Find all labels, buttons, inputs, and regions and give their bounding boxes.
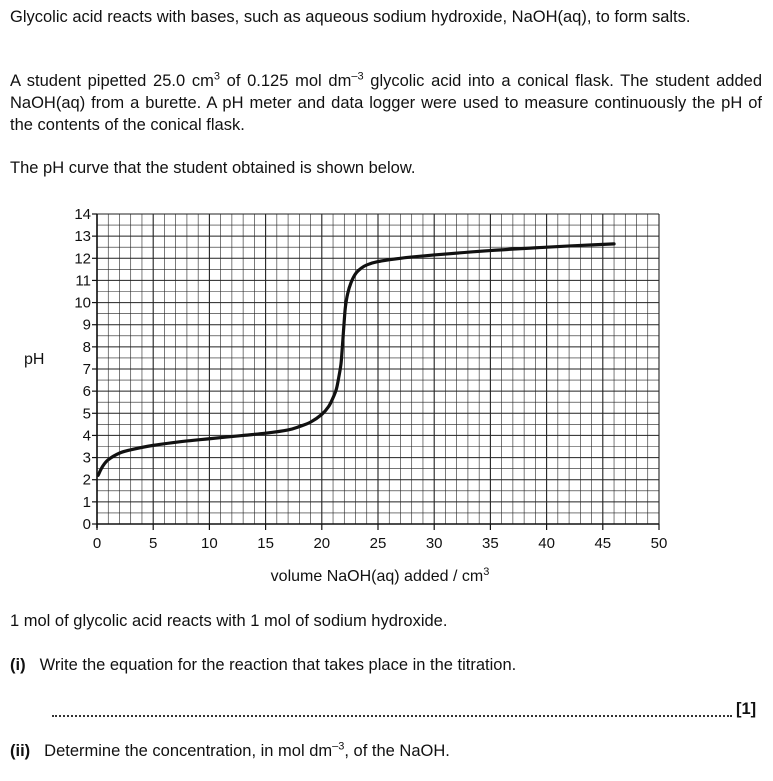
y-tick-label: 12: [74, 250, 91, 268]
mole-ratio-statement: 1 mol of glycolic acid reacts with 1 mol of sodium hydroxide.: [10, 612, 448, 630]
y-tick-label: 5: [82, 405, 91, 423]
x-tick-label: 45: [594, 535, 612, 552]
y-tick-labels: [74, 206, 97, 533]
x-tick-label: 50: [650, 535, 668, 552]
question-ii-text-a: Determine the concentration, in mol dm: [44, 742, 333, 760]
y-tick-label: 4: [82, 427, 91, 445]
question-i-text: Write the equation for the reaction that takes place in the titration.: [39, 656, 517, 674]
y-axis-label: pH: [24, 351, 45, 368]
x-axis-label-sup: 3: [483, 566, 490, 578]
p2-text-a: A student pipetted 25.0 cm: [10, 72, 214, 90]
x-tick-label: 30: [425, 535, 443, 552]
y-tick-label: 11: [75, 272, 91, 290]
x-axis-label-text: volume NaOH(aq) added / cm: [270, 568, 484, 585]
x-tick-label: 5: [149, 535, 158, 552]
intro-paragraph-2: [10, 70, 762, 136]
y-tick-label: 6: [82, 383, 91, 401]
question-ii-sup: –3: [332, 740, 345, 753]
ph-curve-chart: [0, 200, 773, 600]
y-tick-label: 13: [74, 228, 91, 246]
x-tick-labels: [93, 524, 668, 552]
x-tick-label: 0: [92, 535, 102, 552]
y-tick-label: 14: [74, 206, 91, 223]
x-tick-label: 40: [538, 535, 555, 552]
question-i-number: (i): [10, 656, 26, 674]
y-tick-label: 3: [82, 449, 91, 467]
question-ii-text-b: , of the NaOH.: [344, 742, 450, 760]
y-tick-label: 9: [82, 316, 91, 334]
y-tick-label: 0: [82, 516, 91, 533]
question-ii: [10, 740, 450, 762]
y-tick-label: 10: [74, 294, 91, 312]
intro-paragraph-3: The pH curve that the student obtained is shown below.: [10, 159, 416, 177]
x-tick-label: 15: [257, 535, 274, 552]
question-i: [10, 654, 516, 676]
question-ii-number: (ii): [10, 742, 31, 760]
y-tick-label: 2: [82, 471, 91, 489]
x-tick-label: 25: [369, 535, 387, 552]
p2-text-b: of 0.125 mol dm: [219, 72, 352, 90]
y-tick-label: 7: [82, 361, 91, 378]
p2-sup-1: 3: [213, 70, 220, 83]
y-tick-label: 8: [82, 338, 91, 356]
answer-line[interactable]: [52, 714, 732, 717]
x-tick-label: 20: [313, 535, 331, 552]
y-tick-label: 1: [82, 493, 91, 511]
x-axis-label: [271, 566, 490, 585]
question-i-mark: [1]: [736, 700, 757, 718]
p2-sup-2: –3: [351, 70, 364, 83]
x-tick-label: 10: [201, 535, 218, 552]
intro-paragraph-1: Glycolic acid reacts with bases, such as aqueous sodium hydroxide, NaOH(aq), to form salts.: [10, 8, 691, 26]
x-tick-label: 35: [482, 535, 499, 552]
p2-text-c: glycolic acid into a conical flask. The student added NaOH(aq) from a burette. A pH meter and data logger were used to measure continuously the pH of the contents of the conical flask.: [10, 72, 763, 134]
